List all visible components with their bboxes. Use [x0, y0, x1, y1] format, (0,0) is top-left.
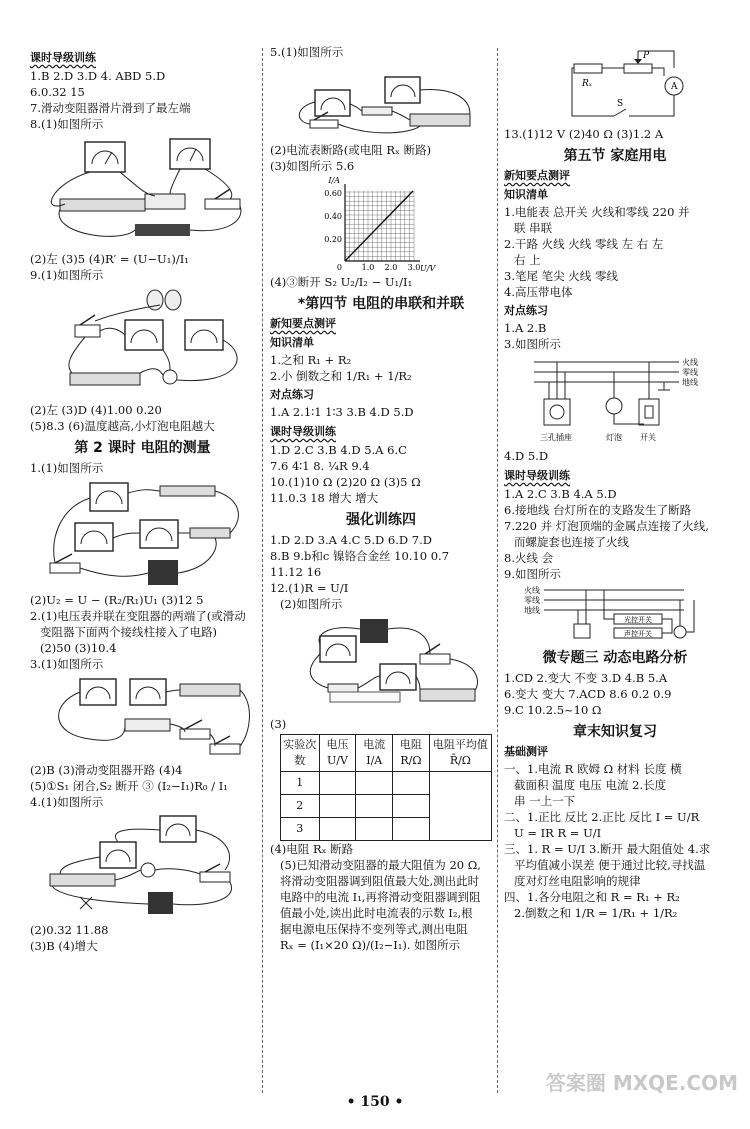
answer-line: 11.0.3 18 增大 增大	[270, 491, 379, 505]
answer-line: (2)如图所示	[280, 597, 343, 611]
answer-line: 2.干路 火线 火线 零线 左 右 左	[504, 237, 664, 251]
answer-line: 8.(1)如图所示	[30, 117, 104, 131]
answer-line: (2)0.32 11.88	[30, 923, 109, 937]
table-cell: 3	[281, 818, 320, 841]
answer-line: 截面积 温度 电压 电流 2.长度	[514, 778, 667, 792]
section-heading: 课时导级训练	[504, 469, 570, 482]
watermark: 答案圈 MXQE.COM	[545, 1071, 738, 1095]
circuit-figure	[30, 674, 255, 760]
answer-line: 4.D 5.D	[504, 449, 549, 463]
answer-line: 4.(1)如图所示	[30, 795, 104, 809]
answer-line: 1.B 2.D 3.D 4. ABD 5.D	[30, 69, 166, 83]
answer-line: 据电源电压保持不变列等式,测出电阻	[280, 922, 468, 936]
answer-line: (5)已知滑动变阻器的最大阻值为 20 Ω,	[280, 858, 481, 872]
answer-line: 变阻器下面两个接线柱接入了电路)	[40, 625, 217, 639]
y-axis-label: I/A	[328, 176, 340, 185]
x-tick: 2.0	[384, 263, 398, 272]
answer-line: 12.(1)R = U/I	[270, 581, 349, 595]
table-header: 电阻R/Ω	[393, 735, 430, 772]
column-1	[30, 0, 255, 1110]
answer-line: (3)如图所示 5.6	[270, 159, 355, 173]
answer-line: 1.A 2.1∶1 1∶3 3.B 4.D 5.D	[270, 405, 414, 419]
table-header: 实验次数	[281, 735, 320, 772]
ground-wire-label: 地线	[682, 378, 698, 387]
circuit-figure	[30, 812, 255, 920]
answer-line: 二、1.正比 反比 2.正比 反比 I = U/R	[504, 810, 700, 824]
resistor-label: Rₓ	[582, 79, 592, 89]
answer-line: 7.220 并 灯泡顶端的金属点连接了火线,	[504, 519, 709, 533]
section-title: 第五节 家庭用电	[563, 148, 667, 164]
subheading: 基础测评	[504, 745, 548, 758]
section-heading: 课时导级训练	[270, 425, 336, 438]
table-header: 电压U/V	[319, 735, 356, 772]
sound-switch-label: 声控开关	[624, 630, 652, 638]
answer-line: 8.火线 会	[504, 551, 554, 565]
light-switch-label: 光控开关	[624, 616, 652, 624]
answer-line: (2)B (3)滑动变阻器开路 (4)4	[30, 763, 183, 777]
y-tick: 0.20	[324, 235, 342, 244]
x-tick: 1.0	[361, 263, 375, 272]
fire-wire-label: 火线	[524, 586, 540, 595]
circuit-schematic	[504, 46, 726, 124]
answer-line: 3.如图所示	[504, 337, 561, 351]
bulb-label: 灯泡	[606, 433, 622, 442]
answer-line: 1.之和 R₁ + R₂	[270, 353, 352, 367]
data-table	[280, 734, 492, 841]
answer-line: U = IR R = U/I	[514, 826, 602, 840]
household-wiring-figure	[504, 584, 726, 644]
answer-line: 1.(1)如图所示	[30, 461, 104, 475]
section-title: 微专题三 动态电路分析	[542, 650, 688, 666]
subheading: 知识清单	[504, 188, 548, 201]
subheading: 对点练习	[504, 304, 548, 317]
answer-line: 4.高压带电体	[504, 285, 573, 299]
section-heading: 课时导级训练	[30, 51, 96, 64]
answer-line: 11.12 16	[270, 565, 322, 579]
answer-line: 2.倒数之和 1/R = 1/R₁ + 1/R₂	[514, 906, 678, 920]
answer-line: 9.C 10.2.5~10 Ω	[504, 703, 602, 717]
answer-line: (5)①S₁ 闭合,S₂ 断开 ③ (I₂−I₁)R₀ / I₁	[30, 779, 228, 793]
answer-line: (5)8.3 (6)温度越高,小灯泡电阻越大	[30, 419, 215, 433]
circuit-figure	[30, 478, 255, 590]
answer-line: 6.0.32 15	[30, 85, 85, 99]
answer-line: 7.6 4∶1 8. ¼R 9.4	[270, 459, 370, 473]
x-tick: 3.0	[407, 263, 421, 272]
answer-line: 1.D 2.C 3.B 4.D 5.A 6.C	[270, 443, 407, 457]
table-cell: 1	[281, 772, 320, 795]
answer-line: 1.电能表 总开关 火线和零线 220 并	[504, 205, 690, 219]
column-divider	[497, 48, 498, 1093]
ground-wire-label: 地线	[524, 606, 540, 615]
table-row	[281, 772, 492, 795]
page-number: • 150 •	[346, 1094, 404, 1110]
answer-line: 右 上	[514, 253, 541, 267]
socket-label: 三孔插座	[540, 433, 572, 442]
circuit-figure	[30, 285, 255, 400]
answer-line: (3)	[270, 717, 287, 731]
table-cell: 2	[281, 795, 320, 818]
answer-line: 2.(1)电压表并联在变阻器的两端了(或滑动	[30, 609, 246, 623]
answer-line: 串 一上一下	[514, 794, 576, 808]
y-tick: 0.60	[324, 189, 342, 198]
answer-line: 1.A 2.C 3.B 4.A 5.D	[504, 487, 617, 501]
answer-line: 电路中的电流 I₁,再将滑动变阻器调到阻	[280, 890, 481, 904]
subheading: 知识清单	[270, 336, 314, 349]
answer-line: (2)50 (3)10.4	[40, 641, 117, 655]
y-tick: 0.40	[324, 212, 342, 221]
x-axis-label: U/V	[420, 264, 436, 272]
answer-line: 1.CD 2.变大 不变 3.D 4.B 5.A	[504, 671, 668, 685]
slider-label: P	[643, 51, 650, 61]
circuit-figure	[270, 614, 492, 714]
section-title: 强化训练四	[346, 512, 416, 528]
circuit-figure	[30, 134, 255, 249]
answer-line: 8.B 9.b和c 镍铬合金丝 10.10 0.7	[270, 549, 450, 563]
answer-line: 值最小处,读出此时电流表的示数 I₂,根	[280, 906, 473, 920]
answer-line: 联 串联	[514, 221, 553, 235]
answer-line: 3.笔尾 笔尖 火线 零线	[504, 269, 618, 283]
circuit-figure	[270, 62, 492, 140]
ammeter-label: A	[671, 82, 678, 92]
answer-line: 3.(1)如图所示	[30, 657, 104, 671]
answer-line: 度对灯丝电阻影响的规律	[514, 874, 641, 888]
answer-line: 9.(1)如图所示	[30, 268, 104, 282]
answer-line: 平均值减小误差 便于通过比较,寻找温	[514, 858, 706, 872]
zero-wire-label: 零线	[682, 368, 698, 377]
answer-line: (2)U₂ = U − (R₂/R₁)U₁ (3)12 5	[30, 593, 204, 607]
answer-line: 1.D 2.D 3.A 4.C 5.D 6.D 7.D	[270, 533, 432, 547]
answer-line: 一、1.电流 R 欧姆 Ω 材料 长度 横	[504, 762, 682, 776]
answer-line: (4)电阻 Rₓ 断路	[270, 842, 354, 856]
table-header: 电阻平均值R̄/Ω	[429, 735, 491, 772]
section-title: *第四节 电阻的串联和并联	[297, 296, 465, 312]
switch-label: 开关	[640, 433, 656, 442]
section-heading: 新知要点测评	[504, 169, 570, 182]
answer-line: 1.A 2.B	[504, 321, 547, 335]
answer-line: 6.变大 变大 7.ACD 8.6 0.2 0.9	[504, 687, 672, 701]
section-heading: 新知要点测评	[270, 317, 336, 330]
x-tick: 0	[336, 263, 342, 272]
iu-line	[345, 191, 413, 261]
answer-line: Rₓ = (I₁×20 Ω)/(I₂−I₁). 如图所示	[280, 938, 461, 952]
answer-line: (4)③断开 S₂ U₂/I₂ − U₁/I₁	[270, 275, 413, 289]
switch-label: S	[617, 99, 624, 109]
column-divider	[262, 48, 263, 1093]
answer-line: 10.(1)10 Ω (2)20 Ω (3)5 Ω	[270, 475, 421, 489]
answer-line: (2)电流表断路(或电阻 Rₓ 断路)	[270, 143, 432, 157]
answer-line: 将滑动变阻器调到阻值最大处,测出此时	[280, 874, 480, 888]
section-title: 章末知识复习	[573, 724, 657, 740]
answer-line: 而螺旋套也连接了火线	[514, 535, 629, 549]
zero-wire-label: 零线	[524, 596, 540, 605]
fire-wire-label: 火线	[682, 358, 698, 367]
household-wiring-figure	[504, 354, 726, 446]
section-title: 第 2 课时 电阻的测量	[74, 440, 211, 456]
answer-line: 9.如图所示	[504, 567, 561, 581]
answer-line: (2)左 (3)D (4)1.00 0.20	[30, 403, 162, 417]
iu-graph	[270, 176, 492, 272]
answer-line: 三、1. R = U/I 3.断开 最大阻值处 4.求	[504, 842, 711, 856]
answer-line: 5.(1)如图所示	[270, 45, 344, 59]
answer-line: 2.小 倒数之和 1/R₁ + 1/R₂	[270, 369, 412, 383]
answer-line: 四、1.各分电阻之和 R = R₁ + R₂	[504, 890, 680, 904]
answer-line: 7.滑动变阻器滑片滑到了最左端	[30, 101, 191, 115]
column-3	[504, 0, 726, 1110]
answer-line: 13.(1)12 V (2)40 Ω (3)1.2 A	[504, 127, 664, 141]
answer-line: (3)B (4)增大	[30, 939, 98, 953]
subheading: 对点练习	[270, 388, 314, 401]
answer-line: 6.接地线 台灯所在的支路发生了断路	[504, 503, 692, 517]
column-2	[270, 0, 492, 1110]
answer-line: (2)左 (3)5 (4)R′ = (U−U₁)/I₁	[30, 252, 189, 266]
table-header: 电流I/A	[356, 735, 393, 772]
